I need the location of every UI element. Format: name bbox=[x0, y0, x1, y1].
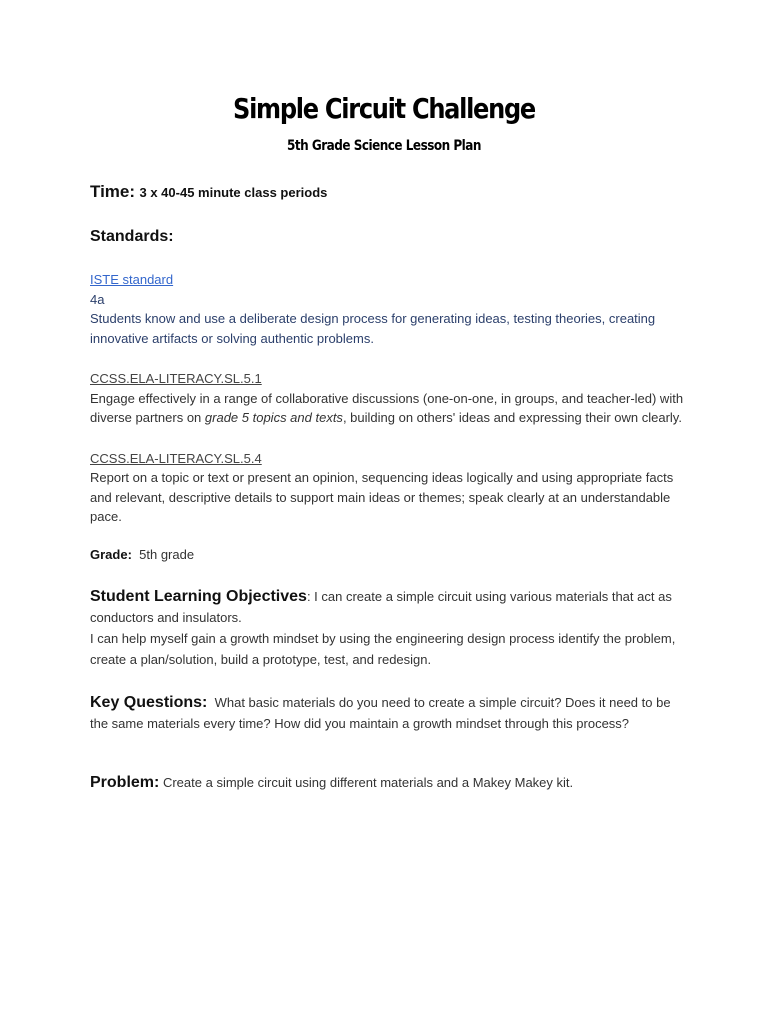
sl51-text-italic: grade 5 topics and texts bbox=[204, 410, 343, 425]
standard-sl51 bbox=[90, 369, 690, 428]
sl51-standard-link[interactable]: CCSS.ELA-LITERACY.SL.5.1 bbox=[90, 371, 262, 386]
problem-label: Problem: bbox=[90, 774, 160, 791]
standard-iste bbox=[90, 270, 690, 348]
key-questions-text: What basic materials do you need to create a simple circuit? Does it need to be the same materials every time? How did you maintain a growth mindset through this process? bbox=[90, 695, 671, 731]
standard-sl54 bbox=[90, 449, 690, 527]
time-row bbox=[90, 180, 690, 205]
document-subtitle: 5th Grade Science Lesson Plan bbox=[287, 138, 481, 154]
iste-standard-text: Students know and use a deliberate design process for generating ideas, testing theories, creating innovative artifacts or solving authentic problems. bbox=[90, 311, 656, 346]
key-questions-label: Key Questions: bbox=[90, 694, 208, 711]
document-body bbox=[90, 180, 690, 793]
time-label: Time: bbox=[90, 182, 136, 201]
iste-standard-link[interactable]: ISTE standard bbox=[90, 272, 174, 287]
objectives-label: Student Learning Objectives bbox=[90, 588, 307, 605]
time-value: 3 x 40-45 minute class periods bbox=[139, 185, 328, 200]
objectives-section bbox=[90, 586, 690, 670]
sl54-standard-link[interactable]: CCSS.ELA-LITERACY.SL.5.4 bbox=[90, 450, 262, 466]
grade-value: 5th grade bbox=[139, 546, 195, 562]
key-questions-section bbox=[90, 692, 690, 734]
objectives-text-1: : I can create a simple circuit using various materials that act as conductors and insulators. bbox=[90, 589, 672, 625]
sl51-standard-text bbox=[90, 389, 690, 428]
problem-section bbox=[90, 772, 690, 793]
sl54-standard-text: Report on a topic or text or present an opinion, sequencing ideas logically and using appropriate facts and relevant, descriptive details to support main ideas or themes; speak clearly at an understandable pace. bbox=[90, 470, 674, 524]
grade-label: Grade: bbox=[90, 546, 132, 562]
iste-standard-code: 4a bbox=[90, 291, 105, 307]
problem-text: Create a simple circuit using different materials and a Makey Makey kit. bbox=[162, 775, 574, 790]
standards-heading: Standards: bbox=[90, 228, 174, 245]
objectives-text-2: I can help myself gain a growth mindset by using the engineering design process identify the problem, create a plan/solution, build a prototype, test, and redesign. bbox=[90, 631, 676, 667]
sl51-text-after: , building on others' ideas and expressing their own clearly. bbox=[342, 410, 682, 425]
document-title: Simple Circuit Challenge bbox=[233, 92, 535, 125]
sl51-text-before: Engage effectively in a range of collaborative discussions (one-on-one, in groups, and teacher-led) with diverse partners on bbox=[90, 390, 684, 425]
grade-row bbox=[90, 545, 690, 565]
